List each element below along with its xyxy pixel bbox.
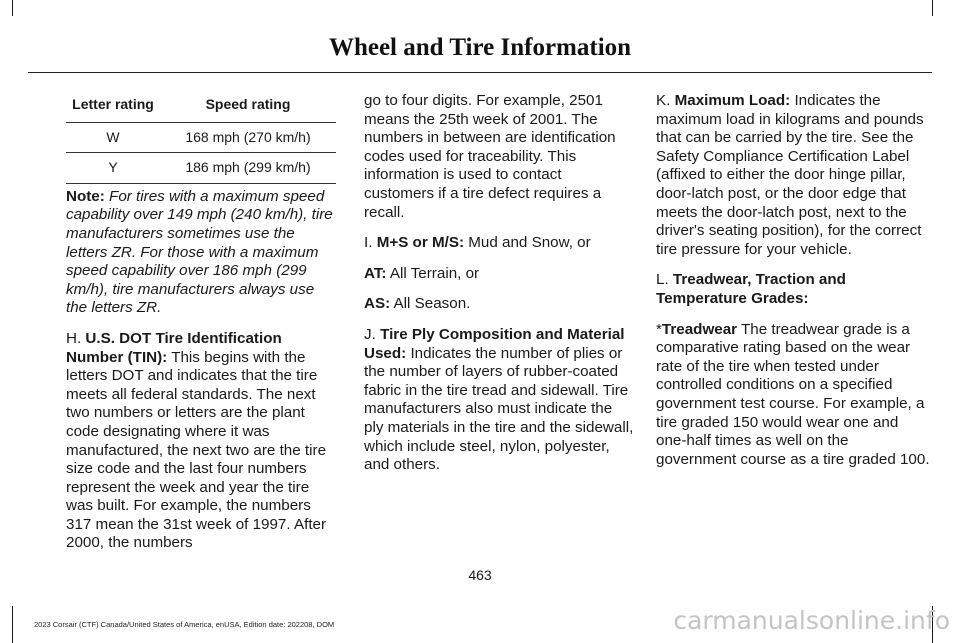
column-3	[656, 92, 932, 481]
all-season-label: AS:	[364, 295, 391, 313]
table-cell-speed: 186 mph (299 km/h)	[160, 153, 336, 184]
section-k-label: Maximum Load:	[674, 92, 791, 109]
table-header-row	[66, 92, 336, 122]
table-cell-letter: Y	[66, 153, 160, 184]
section-h-paragraph	[66, 330, 336, 553]
note-paragraph	[66, 188, 336, 318]
column-1	[66, 92, 336, 565]
table-row	[66, 122, 336, 153]
section-j-paragraph	[364, 326, 634, 475]
table-row	[66, 153, 336, 184]
treadwear-prefix: *	[656, 320, 662, 338]
speed-rating-table	[66, 92, 336, 184]
edition-footer: 2023 Corsair (CTF) Canada/United States of America, enUSA, Edition date: 202208, DOM	[34, 620, 335, 629]
treadwear-label: Treadwear	[661, 320, 738, 338]
section-j-prefix: J.	[364, 325, 376, 343]
all-season-text: All Season.	[393, 295, 471, 313]
header-divider	[28, 72, 932, 73]
crop-mark-top-right	[932, 0, 933, 16]
page-title: Wheel and Tire Information	[328, 34, 632, 61]
section-j-label: Tire Ply Composition and Material Used:	[364, 325, 625, 362]
section-l-heading	[656, 271, 932, 308]
section-h-label: U.S. DOT Tire Identification Number (TIN):	[66, 329, 282, 366]
section-i-label: M+S or M/S:	[376, 234, 465, 252]
section-i-paragraph	[364, 234, 634, 253]
section-j-text: Indicates the number of plies or the number of layers of rubber-coated fabric in the tire tread and sidewall. Tire manufacturers also must indicate the ply materials in the tire and the sidewall, which include steel, nylon, polyester, and others.	[364, 344, 634, 474]
all-season-paragraph	[364, 295, 634, 314]
section-i-prefix: I.	[364, 234, 373, 252]
column-header-speed-rating: Speed rating	[160, 92, 336, 122]
all-terrain-label: AT:	[364, 264, 387, 282]
column-header-letter-rating: Letter rating	[66, 92, 160, 122]
section-k-text: Indicates the maximum load in kilograms and pounds that can be carried by the tire. See the Safety Compliance Certification Label (affixed to either the door hinge pillar, door-latch post, or the door edge that meets the door-latch post, next to the driver's seating position), for the correct tire pressure for your vehicle.	[656, 92, 924, 258]
table-cell-letter: W	[66, 122, 160, 153]
table-cell-speed: 168 mph (270 km/h)	[160, 122, 336, 153]
section-k-prefix: K.	[656, 92, 671, 109]
treadwear-text: The treadwear grade is a comparative rating based on the wear rate of the tire when tested under controlled conditions on a specified government test course. For example, a tire graded 150 would wear one and one-half times as well on the government course as a tire graded 100.	[656, 320, 930, 468]
note-text: For tires with a maximum speed capability over 149 mph (240 km/h), tire manufacturers sometimes use the letters ZR. For those with a maximum speed capability over 186 mph (299 km/h), tire manufacturers always use the letters ZR.	[66, 187, 333, 317]
watermark: carmanualsonline.info	[673, 606, 950, 635]
section-l-label: Treadwear, Traction and Temperature Grades:	[656, 271, 846, 307]
treadwear-paragraph	[656, 321, 932, 470]
crop-mark-top-left	[12, 0, 13, 16]
section-l-prefix: L.	[656, 271, 669, 289]
note-label: Note:	[66, 187, 105, 205]
all-terrain-text: All Terrain, or	[389, 264, 480, 282]
all-terrain-paragraph	[364, 265, 634, 284]
section-k-paragraph	[656, 92, 932, 259]
crop-mark-bottom-left	[12, 606, 13, 643]
section-h-prefix: H.	[66, 329, 82, 347]
section-h-text: This begins with the letters DOT and indicates that the tire meets all federal standards. The next two numbers or letters are the plant code designating where it was manufactured, the next two are the tire size code and the last four numbers represent the week and year the tire was built. For example, the numbers 317 mean the 31st week of 1997. After 2000, the numbers	[66, 348, 327, 552]
section-i-text: Mud and Snow, or	[468, 234, 591, 252]
page-number: 463	[468, 567, 492, 583]
column-2	[364, 92, 634, 487]
continuation-paragraph: go to four digits. For example, 2501 means the 25th week of 2001. The numbers in between are identification codes used for traceability. This information is used to contact customers if a tire defect requires a recall.	[364, 92, 616, 221]
